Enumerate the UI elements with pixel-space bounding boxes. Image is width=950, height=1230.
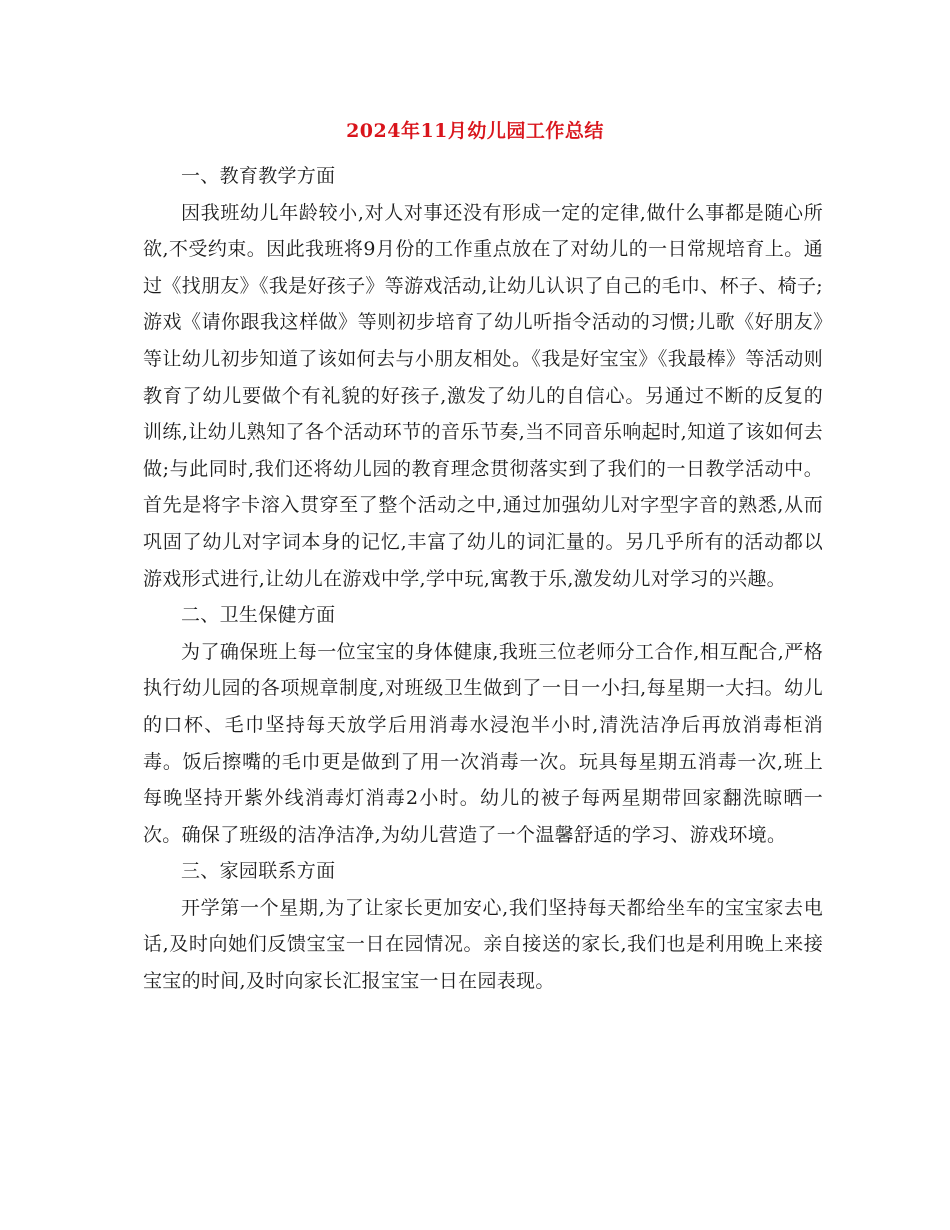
section-health bbox=[143, 597, 823, 853]
section-heading: 二、卫生保健方面 bbox=[181, 604, 336, 627]
document-title: 2024年11月幼儿园工作总结 bbox=[346, 120, 604, 142]
section-heading: 三、家园联系方面 bbox=[181, 860, 336, 883]
section-paragraph: 开学第一个星期,为了让家长更加安心,我们坚持每天都给坐车的宝宝家去电话,及时向她们反馈宝宝一日在园情况。亲自接送的家长,我们也是利用晚上来接宝宝的时间,及时向家长汇报宝宝一日在园表现。 bbox=[143, 896, 823, 993]
section-education bbox=[143, 158, 823, 597]
document-body bbox=[143, 158, 823, 1000]
section-paragraph: 因我班幼儿年龄较小,对人对事还没有形成一定的定律,做什么事都是随心所欲,不受约束。因此我班将9月份的工作重点放在了对幼儿的一日常规培育上。通过《找朋友》《我是好孩子》等游戏活动,让幼儿认识了自己的毛巾、杯子、椅子;游戏《请你跟我这样做》等则初步培育了幼儿听指令活动的习惯;儿歌《好朋友》等让幼儿初步知道了该如何去与小朋友相处。《我是好宝宝》《我最棒》等活动则教育了幼儿要做个有礼貌的好孩子,激发了幼儿的自信心。另通过不断的反复的训练,让幼儿熟知了各个活动环节的音乐节奏,当不同音乐响起时,知道了该如何去做;与此同时,我们还将幼儿园的教育理念贯彻落实到了我们的一日教学活动中。首先是将字卡溶入贯穿至了整个活动之中,通过加强幼儿对字型字音的熟悉,从而巩固了幼儿对字词本身的记忆,丰富了幼儿的词汇量的。另几乎所有的活动都以游戏形式进行,让幼儿在游戏中学,学中玩,寓教于乐,激发幼儿对学习的兴趣。 bbox=[143, 201, 823, 590]
section-paragraph: 为了确保班上每一位宝宝的身体健康,我班三位老师分工合作,相互配合,严格执行幼儿园的各项规章制度,对班级卫生做到了一日一小扫,每星期一大扫。幼儿的口杯、毛巾坚持每天放学后用消毒水浸泡半小时,清洗洁净后再放消毒柜消毒。饭后擦嘴的毛巾更是做到了用一次消毒一次。玩具每星期五消毒一次,班上每晚坚持开紫外线消毒灯消毒2小时。幼儿的被子每两星期带回家翻洗晾晒一次。确保了班级的洁净洁净,为幼儿营造了一个温馨舒适的学习、游戏环境。 bbox=[143, 640, 823, 846]
section-heading: 一、教育教学方面 bbox=[181, 165, 336, 187]
section-home-school bbox=[143, 853, 823, 999]
